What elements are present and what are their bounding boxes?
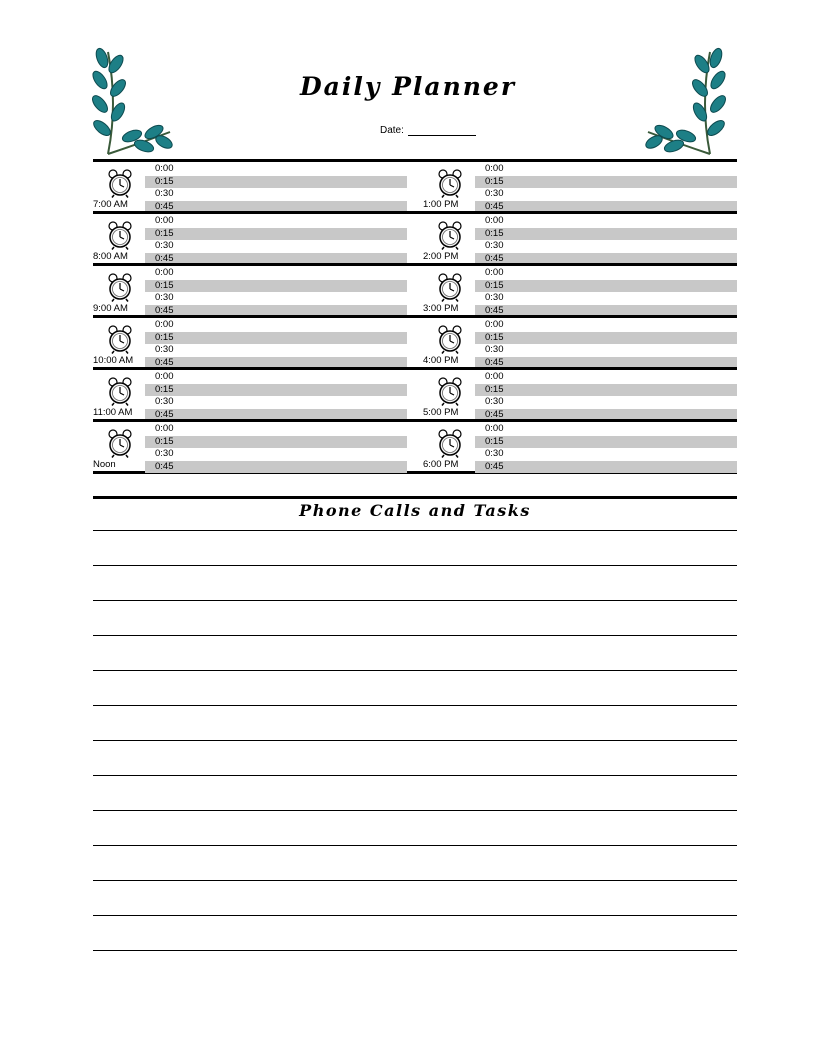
hour-label: Noon	[93, 459, 116, 470]
task-line[interactable]	[93, 635, 737, 670]
hour-block	[423, 162, 737, 211]
time-slot[interactable]: 0:45	[475, 253, 737, 265]
alarm-clock-icon	[437, 376, 463, 406]
alarm-clock-icon	[437, 168, 463, 198]
time-slot[interactable]: 0:30	[155, 396, 174, 407]
time-slot[interactable]: 0:15	[475, 176, 737, 188]
hour-block	[93, 214, 407, 263]
schedule-row	[93, 419, 737, 474]
schedule-row	[93, 367, 737, 419]
time-slot[interactable]: 0:00	[155, 163, 174, 174]
alarm-clock-icon	[107, 376, 133, 406]
schedule-row	[93, 211, 737, 263]
task-line[interactable]	[93, 670, 737, 705]
task-line[interactable]	[93, 565, 737, 600]
time-slot[interactable]: 0:30	[485, 240, 504, 251]
hour-block	[423, 318, 737, 367]
task-line[interactable]	[93, 740, 737, 775]
time-slot[interactable]: 0:15	[475, 228, 737, 240]
time-slot[interactable]: 0:00	[155, 423, 174, 434]
time-slot[interactable]: 0:15	[145, 280, 407, 292]
hour-label: 6:00 PM	[423, 459, 459, 470]
hour-label: 10:00 AM	[93, 355, 134, 366]
task-line[interactable]	[93, 880, 737, 915]
time-slot[interactable]: 0:30	[155, 188, 174, 199]
hour-block	[423, 266, 737, 315]
time-slot[interactable]: 0:00	[485, 215, 504, 226]
task-line[interactable]	[93, 845, 737, 880]
hour-label: 7:00 AM	[93, 199, 128, 210]
laurel-leaves-icon	[88, 44, 174, 160]
time-slot[interactable]: 0:30	[155, 448, 174, 459]
time-slot[interactable]: 0:15	[475, 332, 737, 344]
time-slot[interactable]: 0:00	[485, 371, 504, 382]
task-line[interactable]	[93, 600, 737, 635]
task-line[interactable]	[93, 705, 737, 740]
hour-label: 11:00 AM	[93, 407, 133, 418]
hour-block	[93, 318, 407, 367]
schedule-row	[93, 263, 737, 315]
schedule-row	[93, 315, 737, 367]
time-slot[interactable]: 0:45	[475, 201, 737, 213]
time-slot[interactable]: 0:30	[485, 396, 504, 407]
time-slot[interactable]: 0:00	[155, 371, 174, 382]
hour-block	[93, 422, 407, 471]
alarm-clock-icon	[107, 324, 133, 354]
time-slot[interactable]: 0:45	[145, 253, 407, 265]
schedule-row	[93, 159, 737, 211]
alarm-clock-icon	[437, 428, 463, 458]
hour-label: 3:00 PM	[423, 303, 459, 314]
time-slot[interactable]: 0:15	[145, 228, 407, 240]
alarm-clock-icon	[107, 272, 133, 302]
time-slot[interactable]: 0:30	[155, 292, 174, 303]
task-line[interactable]	[93, 915, 737, 951]
time-slot[interactable]: 0:00	[155, 319, 174, 330]
time-slot[interactable]: 0:00	[485, 267, 504, 278]
time-slot[interactable]: 0:15	[145, 436, 407, 448]
time-slot[interactable]: 0:45	[475, 409, 737, 421]
hour-label: 1:00 PM	[423, 199, 459, 210]
task-line[interactable]	[93, 775, 737, 810]
hour-block	[423, 214, 737, 263]
hour-block	[423, 370, 737, 419]
time-slot[interactable]: 0:45	[145, 201, 407, 213]
time-slot[interactable]: 0:45	[475, 305, 737, 317]
hour-label: 4:00 PM	[423, 355, 459, 366]
time-slot[interactable]: 0:45	[145, 461, 407, 473]
time-slot[interactable]: 0:30	[485, 292, 504, 303]
time-slot[interactable]: 0:00	[155, 215, 174, 226]
hour-label: 9:00 AM	[93, 303, 128, 314]
hour-block	[93, 370, 407, 419]
time-slot[interactable]: 0:45	[145, 409, 407, 421]
time-slot[interactable]: 0:45	[145, 305, 407, 317]
time-slot[interactable]: 0:45	[475, 357, 737, 369]
laurel-leaves-icon	[644, 44, 730, 160]
time-slot[interactable]: 0:15	[145, 176, 407, 188]
time-slot[interactable]: 0:30	[485, 344, 504, 355]
alarm-clock-icon	[107, 168, 133, 198]
date-label: Date:	[380, 125, 404, 136]
alarm-clock-icon	[107, 428, 133, 458]
time-slot[interactable]: 0:00	[485, 163, 504, 174]
time-slot[interactable]: 0:45	[475, 461, 737, 473]
tasks-title: Phone Calls and Tasks	[93, 496, 737, 530]
hour-label: 8:00 AM	[93, 251, 128, 262]
task-line[interactable]	[93, 810, 737, 845]
hour-label: 5:00 PM	[423, 407, 459, 418]
time-slot[interactable]: 0:15	[475, 384, 737, 396]
time-slot[interactable]: 0:15	[145, 332, 407, 344]
hourly-schedule	[93, 159, 737, 474]
alarm-clock-icon	[437, 220, 463, 250]
alarm-clock-icon	[437, 272, 463, 302]
time-slot[interactable]: 0:00	[485, 319, 504, 330]
hour-block	[93, 162, 407, 211]
time-slot[interactable]: 0:45	[145, 357, 407, 369]
date-field[interactable]	[380, 124, 476, 136]
hour-block	[93, 266, 407, 315]
time-slot[interactable]: 0:00	[485, 423, 504, 434]
alarm-clock-icon	[107, 220, 133, 250]
task-line[interactable]	[93, 530, 737, 565]
time-slot[interactable]: 0:30	[485, 188, 504, 199]
time-slot[interactable]: 0:30	[155, 344, 174, 355]
page-title: Daily Planner	[299, 72, 517, 101]
time-slot[interactable]: 0:30	[485, 448, 504, 459]
hour-block	[423, 422, 737, 471]
time-slot[interactable]: 0:15	[475, 280, 737, 292]
time-slot[interactable]: 0:00	[155, 267, 174, 278]
time-slot[interactable]: 0:15	[145, 384, 407, 396]
date-blank[interactable]	[408, 124, 476, 136]
alarm-clock-icon	[437, 324, 463, 354]
time-slot[interactable]: 0:15	[475, 436, 737, 448]
time-slot[interactable]: 0:30	[155, 240, 174, 251]
tasks-section	[93, 496, 737, 951]
hour-label: 2:00 PM	[423, 251, 459, 262]
